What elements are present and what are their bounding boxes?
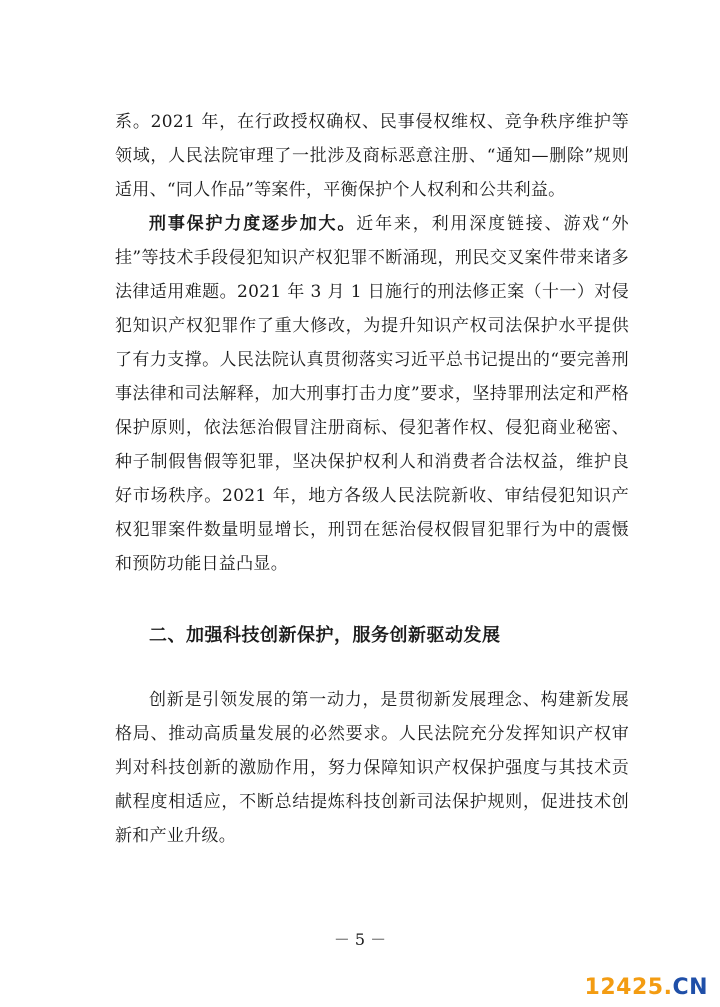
watermark-suffix: CN (672, 975, 708, 1000)
section-heading: 二、加强科技创新保护，服务创新驱动发展 (149, 625, 501, 646)
paragraph-criminal-protection (115, 207, 629, 581)
site-watermark (585, 975, 708, 1001)
paragraph-body: 近年来，利用深度链接、游戏“外挂”等技术手段侵犯知识产权犯罪不断涌现，刑民交叉案件带来诸多法律适用难题。2021 年 3 月 1 日施行的刑法修正案（十一）对侵犯知识产权犯罪作了重大修改，为提升知识产权司法保护水平提供了有力支撑。人民法院认真贯彻落实习近平总书记提出的“要完善刑事法律和司法解释，加大刑事打击力度”要求，坚持罪刑法定和严格保护原则，依法惩治假冒注册商标、侵犯著作权、侵犯商业秘密、种子制假售假等犯罪，坚决保护权利人和消费者合法权益，维护良好市场秩序。2021 年，地方各级人民法院新收、审结侵犯知识产权犯罪案件数量明显增长，刑罚在惩治侵权假冒犯罪行为中的震慑和预防功能日益凸显。 (115, 214, 629, 574)
page-number: － 5 － (333, 930, 387, 949)
paragraph-continuation: 系。2021 年，在行政授权确权、民事侵权维权、竞争秩序维护等领域，人民法院审理了一批涉及商标恶意注册、“通知—删除”规则适用、“同人作品”等案件，平衡保护个人权利和公共利益。 (115, 112, 629, 200)
watermark-number: 12425 (584, 975, 664, 1000)
paragraph-innovation: 创新是引领发展的第一动力，是贯彻新发展理念、构建新发展格局、推动高质量发展的必然要求。人民法院充分发挥知识产权审判对科技创新的激励作用，努力保障知识产权保护强度与其技术贡献程度相适应，不断总结提炼科技创新司法保护规则，促进技术创新和产业升级。 (115, 690, 629, 846)
watermark-dot: . (663, 975, 673, 1000)
paragraph-lead-bold: 刑事保护力度逐步加大。 (149, 214, 357, 234)
